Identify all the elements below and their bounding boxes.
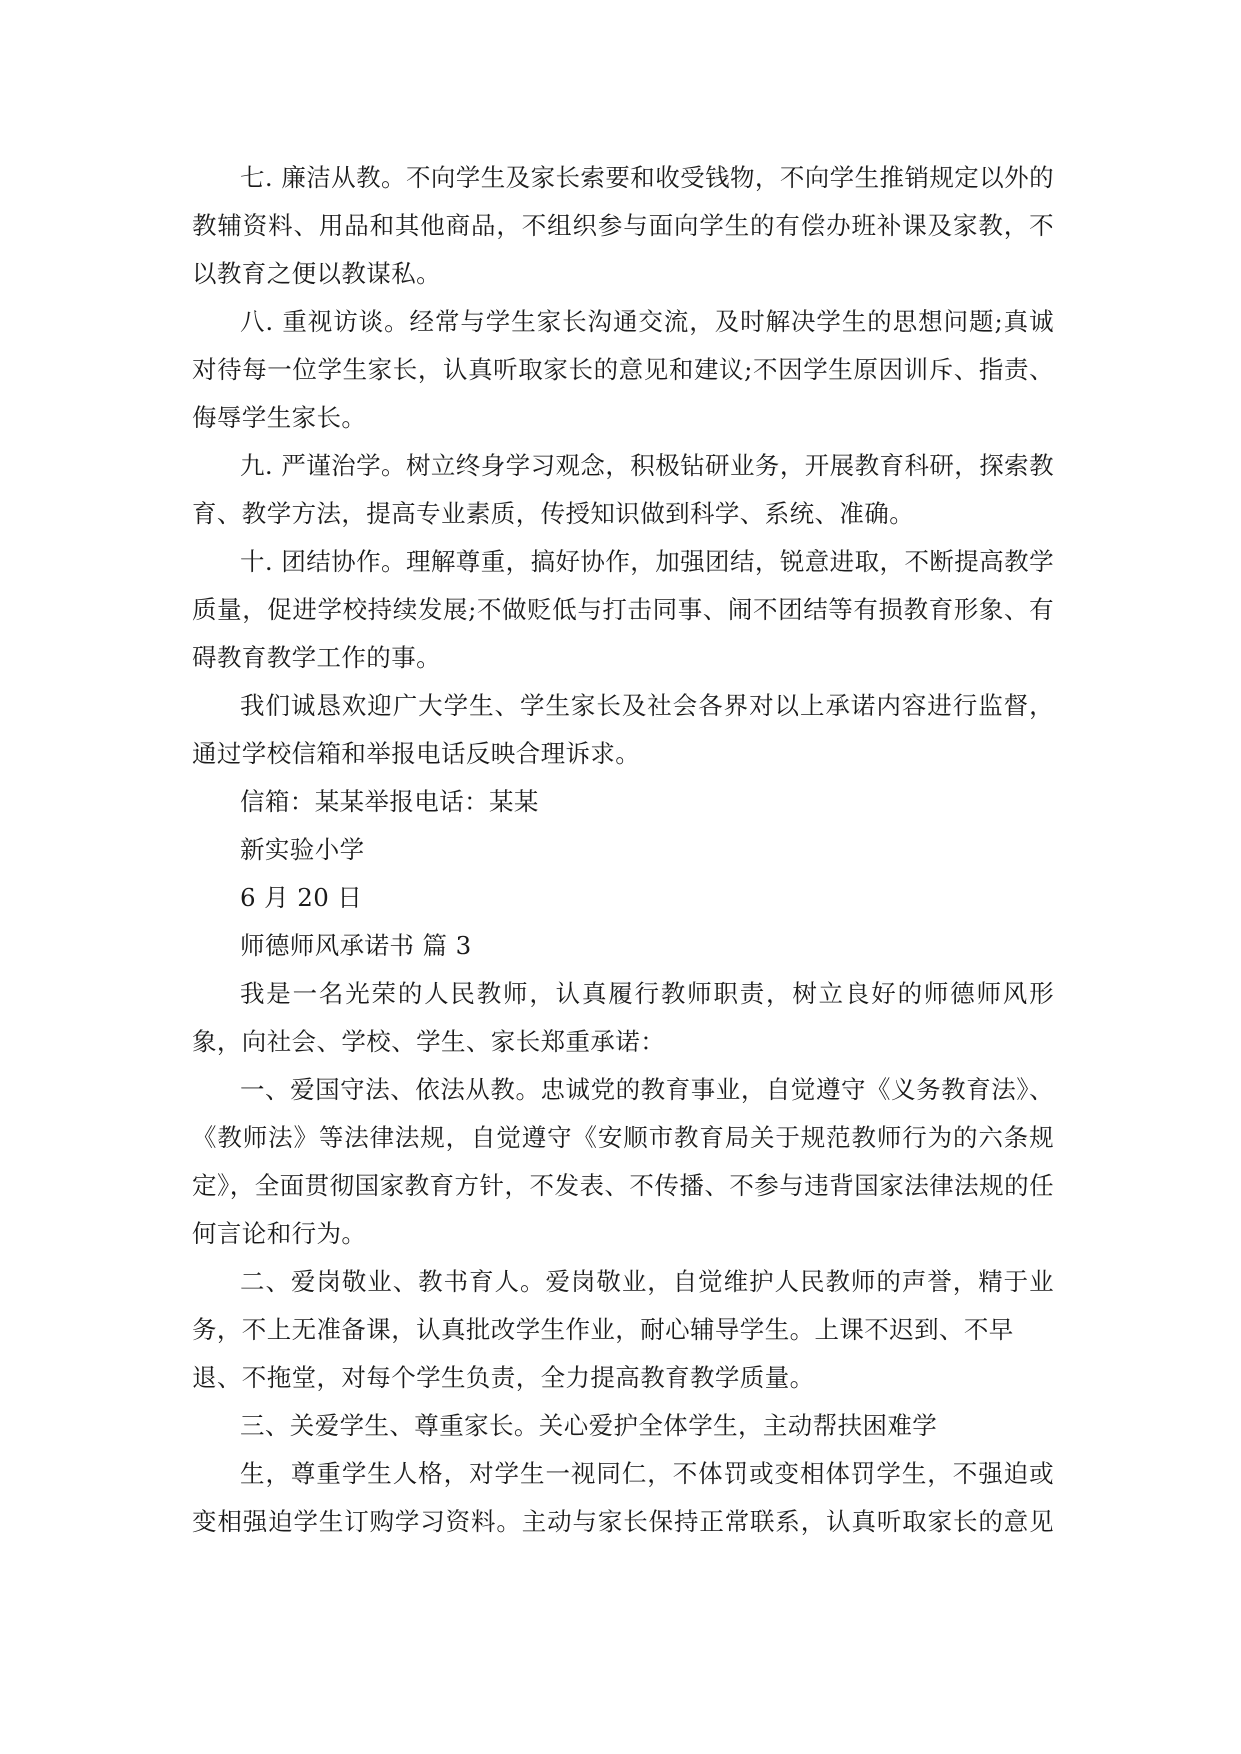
text-line: 一、爱国守法、依法从教。忠诚党的教育事业，自觉遵守《义务教育法》、 — [240, 1075, 1054, 1104]
text-line: 十. 团结协作。理解尊重，搞好协作，加强团结，锐意进取，不断提高教学 — [240, 547, 1054, 576]
school-name — [192, 826, 1054, 874]
text-line: 以教育之便以教谋私。 — [192, 259, 441, 288]
document-body — [192, 154, 1054, 1546]
pledge-2-paragraph — [192, 1258, 1054, 1402]
text-line: 碍教育教学工作的事。 — [192, 643, 441, 672]
text-line: 侮辱学生家长。 — [192, 403, 367, 432]
text-line: 七. 廉洁从教。不向学生及家长索要和收受钱物，不向学生推销规定以外的 — [240, 163, 1054, 192]
text-line: 对待每一位学生家长，认真听取家长的意见和建议;不因学生原因训斥、指责、 — [192, 355, 1054, 384]
text-line: 我是一名光荣的人民教师，认真履行教师职责，树立良好的师德师风形 — [240, 979, 1054, 1008]
supervision-invite-paragraph — [192, 682, 1054, 778]
text-line: 九. 严谨治学。树立终身学习观念，积极钻研业务，开展教育科研，探索教 — [240, 451, 1054, 480]
text-line: 八. 重视访谈。经常与学生家长沟通交流，及时解决学生的思想问题;真诚 — [240, 307, 1054, 336]
text-line: 信箱：某某举报电话：某某 — [240, 787, 539, 816]
text-line: 《教师法》等法律法规，自觉遵守《安顺市教育局关于规范教师行为的六条规 — [192, 1123, 1054, 1152]
section-heading — [192, 922, 1054, 970]
pledge-9-paragraph — [192, 442, 1054, 538]
text-line: 变相强迫学生订购学习资料。主动与家长保持正常联系，认真听取家长的意见 — [192, 1507, 1054, 1536]
text-line: 育、教学方法，提高专业素质，传授知识做到科学、系统、准确。 — [192, 499, 915, 528]
text-line: 务，不上无准备课，认真批改学生作业，耐心辅导学生。上课不迟到、不早 — [192, 1315, 1014, 1344]
signature-date — [192, 874, 1054, 922]
contact-info — [192, 778, 1054, 826]
pledge-3-paragraph-b — [192, 1450, 1054, 1546]
pledge-8-paragraph — [192, 298, 1054, 442]
pledge-7-paragraph — [192, 154, 1054, 298]
text-line: 退、不拖堂，对每个学生负责，全力提高教育教学质量。 — [192, 1363, 815, 1392]
text-line: 定》，全面贯彻国家教育方针，不发表、不传播、不参与违背国家法律法规的任 — [192, 1171, 1054, 1200]
text-line: 通过学校信箱和举报电话反映合理诉求。 — [192, 739, 641, 768]
text-line: 象，向社会、学校、学生、家长郑重承诺： — [192, 1027, 666, 1056]
pledge-3-paragraph-a — [192, 1402, 1054, 1450]
text-line: 生，尊重学生人格，对学生一视同仁，不体罚或变相体罚学生，不强迫或 — [240, 1459, 1054, 1488]
pledge-10-paragraph — [192, 538, 1054, 682]
text-line: 质量，促进学校持续发展;不做贬低与打击同事、闹不团结等有损教育形象、有 — [192, 595, 1054, 624]
text-line: 何言论和行为。 — [192, 1219, 367, 1248]
text-line: 教辅资料、用品和其他商品，不组织参与面向学生的有偿办班补课及家教，不 — [192, 211, 1054, 240]
text-line: 6 月 20 日 — [240, 883, 363, 912]
intro-paragraph — [192, 970, 1054, 1066]
pledge-1-paragraph — [192, 1066, 1054, 1258]
text-line: 二、爱岗敬业、教书育人。爱岗敬业，自觉维护人民教师的声誉，精于业 — [240, 1267, 1054, 1296]
text-line: 我们诚恳欢迎广大学生、学生家长及社会各界对以上承诺内容进行监督， — [240, 691, 1054, 720]
text-line: 三、关爱学生、尊重家长。关心爱护全体学生，主动帮扶困难学 — [240, 1411, 938, 1440]
text-line: 新实验小学 — [240, 835, 365, 864]
text-line: 师德师风承诺书 篇 3 — [240, 931, 472, 960]
